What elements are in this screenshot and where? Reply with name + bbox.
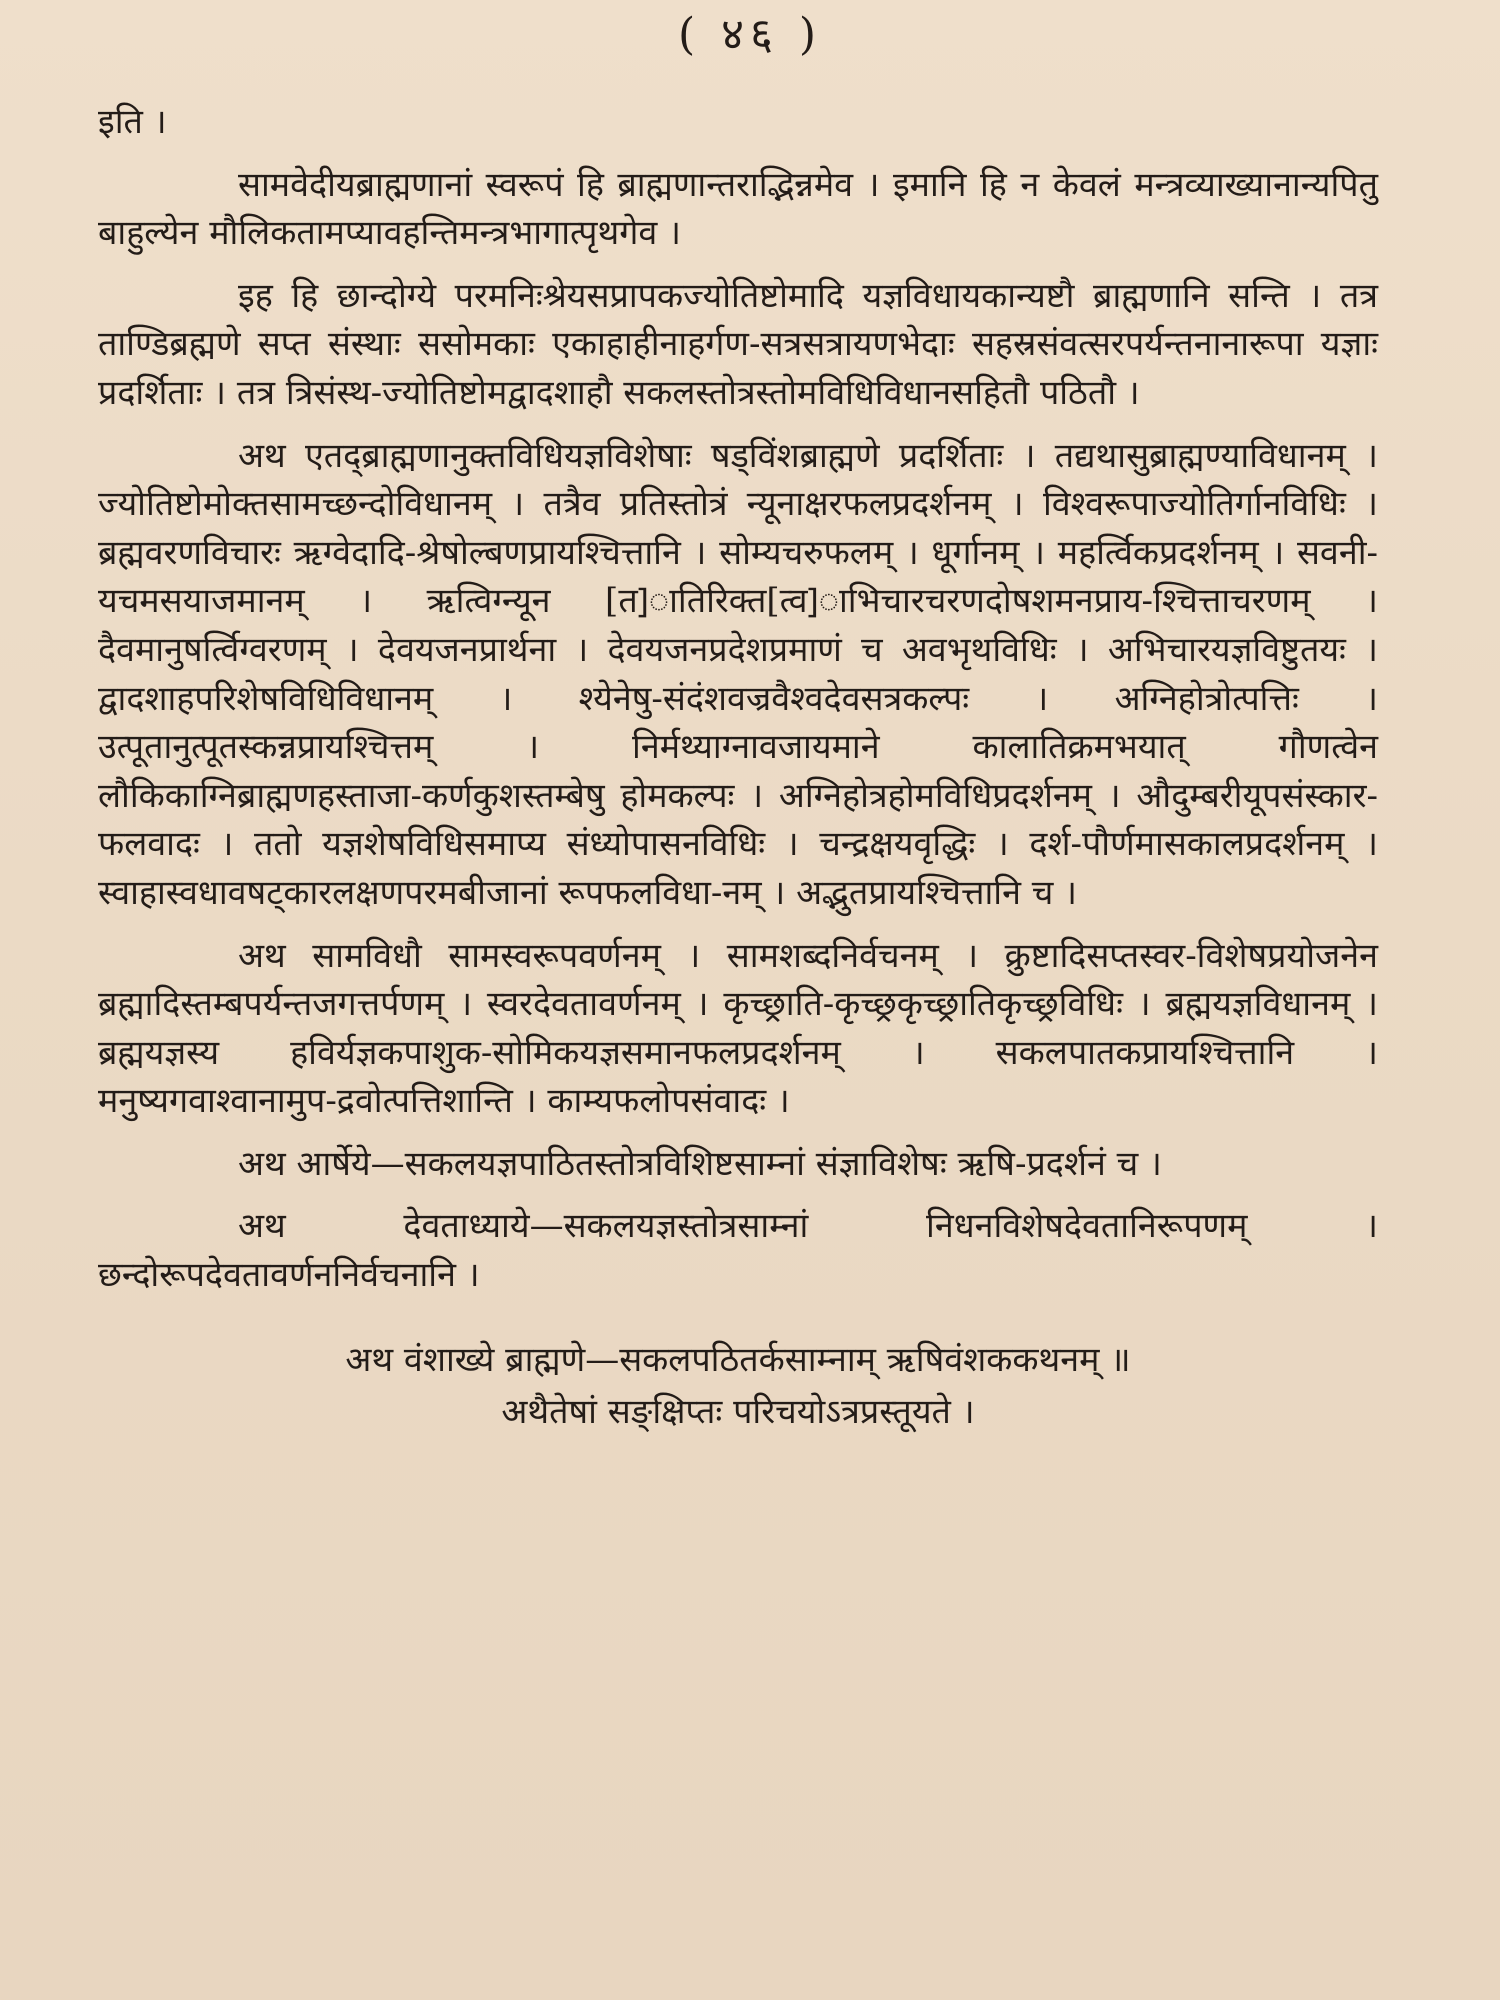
paragraph-samaveda-brahmanas: सामवेदीयब्राह्मणानां स्वरूपं हि ब्राह्मणान्तराद्भिन्नमेव । इमानि हि न केवलं मन्त्रव्याख्यानान्यपितु बाहुल्येन मौलिकतामप्यावहन्तिमन्त्रभागात्पृथगेव । [98,164,1378,254]
paragraph-arsheya: अथ आर्षेये—सकलयज्ञपाठितस्तोत्रविशिष्टसाम्नां संज्ञाविशेषः ऋषि-प्रदर्शनं च । [238,1143,1162,1184]
closing-line-vamsha: अथ वंशाख्ये ब्राह्मणे—सकलपठितर्कसाम्नाम् ऋषिवंशककथनम् ॥ [345,1339,1131,1380]
page-body [98,98,1378,1438]
paragraph-eight-brahmanas: इह हि छान्दोग्ये परमनिःश्रेयसप्रापकज्योतिष्टोमादि यज्ञविधायकान्यष्टौ ब्राह्मणानि सन्ति । तत्र ताण्डिब्रह्मणे सप्त संस्थाः ससोमकाः एकाहाहीनाहर्गण-सत्रसत्रायणभेदाः सहस्रसंवत्सरपर्यन्तनानारूपा यज्ञाः प्रदर्शिताः । तत्र त्रिसंस्थ-ज्योतिष्टोमद्वादशाहौ सकलस्तोत्रस्तोमविधिविधानसहितौ पठितौ । [98,275,1378,413]
paragraph-iti: इति । [98,102,167,142]
paragraph-samavidhi: अथ सामविधौ सामस्वरूपवर्णनम् । सामशब्दनिर्वचनम् । क्रुष्टादिसप्तस्वर-विशेषप्रयोजनेन ब्रह्मादिस्तम्बपर्यन्तजगत्तर्पणम् । स्वरदेवतावर्णनम् । कृच्छ्राति-कृच्छ्रकृच्छ्रातिकृच्छ्रविधिः । ब्रह्मयज्ञविधानम् । ब्रह्मयज्ञस्य हविर्यज्ञकपाशुक-सोमिकयज्ञसमानफलप्रदर्शनम् । सकलपातकप्रायश्चित्तानि । मनुष्यगवाश्वानामुप-द्रवोत्पत्तिशान्ति । काम्यफलोपसंवादः । [98,935,1378,1122]
closing-line-introduction: अथैतेषां सङ्क्षिप्तः परिचयोऽत्रप्रस्तूयते । [501,1391,975,1432]
paragraph-shadvimsha-brahmana: अथ एतद्ब्राह्मणानुक्तविधियज्ञविशेषाः षड्विंशब्राह्मणे प्रदर्शिताः । तद्यथासुब्राह्मण्याविधानम् । ज्योतिष्टोमोक्तसामच्छन्दोविधानम् । तत्रैव प्रतिस्तोत्रं न्यूनाक्षरफलप्रदर्शनम् । विश्वरूपाज्योतिर्गानविधिः । ब्रह्मवरणविचारः ऋग्वेदादि-श्रेषोल्बणप्रायश्चित्तानि । सोम्यचरुफलम् । धूर्गानम् । महर्त्विकप्रदर्शनम् । सवनी-यचमसयाजमानम् । ऋत्विग्न्यून [त]ातिरिक्त[त्व]ाभिचारचरणदोषशमनप्राय-श्चित्ताचरणम् । दैवमानुषर्त्विग्वरणम् । देवयजनप्रार्थना । देवयजनप्रदेशप्रमाणं च अवभृथविधिः । अभिचारयज्ञविष्टुतयः । द्वादशाहपरिशेषविधिविधानम् । श्येनेषु-संदंशवज्रवैश्वदेवसत्रकल्पः । अग्निहोत्रोत्पत्तिः । उत्पूतानुत्पूतस्कन्नप्रायश्चित्तम् । निर्मथ्याग्नावजायमाने कालातिक्रमभयात् गौणत्वेन लौकिकाग्निब्राह्मणहस्ताजा-कर्णकुशस्तम्बेषु होमकल्पः । अग्निहोत्रहोमविधिप्रदर्शनम् । औदुम्बरीयूपसंस्कार-फलवादः । ततो यज्ञशेषविधिसमाप्य संध्योपासनविधिः । चन्द्रक्षयवृद्धिः । दर्श-पौर्णमासकालप्रदर्शनम् । स्वाहास्वधावषट्कारलक्षणपरमबीजानां रूपफलविधा-नम् । अद्भुतप्रायश्चित्तानि च । [98,435,1378,913]
page-number: ( ४६ ) [677,9,823,60]
paragraph-devatadhyaya: अथ देवताध्याये—सकलयज्ञस्तोत्रसाम्नां निधनविशेषदेवतानिरूपणम् । छन्दोरूपदेवतावर्णननिर्वचनानि । [98,1206,1378,1296]
closing-block [98,1334,1378,1438]
